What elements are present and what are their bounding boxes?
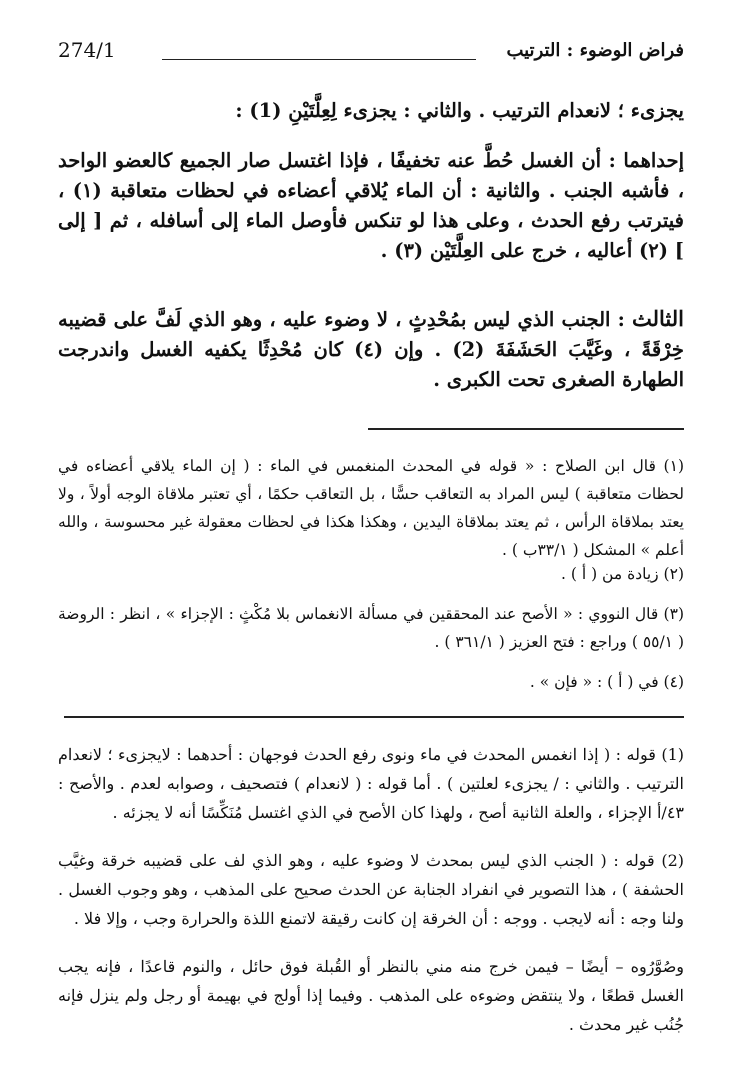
commentary-1-text: (1) قوله : ( إذا انغمس المحدث في ماء ونوى رفع الحدث فوجهان : أحدهما : لايجزىء ؛ لانعدام الترتيب . والثاني : / يجزىء لعلتين ) . أما قوله : ( لانعدام ) فتصحيف ، وصوابه لعدم . والأصح : ٤٣/أ الإجزاء ، والعلة الثانية أصح ، ولهذا كان الأصح في الذي اغتسل مُنَكِّسًا أنه لا يجزئه .	[58, 745, 684, 822]
main-paragraph-1	[58, 96, 684, 126]
footnote-separator	[368, 428, 684, 430]
footnote-1-text: (١) قال ابن الصلاح : « قوله في المحدث المنغمس في الماء : ( إن الماء يلاقي أعضاءه في لحظات متعاقبة ) ليس المراد به التعاقب حسًّا ، بل التعاقب حكمًا ، أي تعتبر ملاقاة الوجه أولاً ، ولا يعتد بملاقاة الرأس ، ثم يعتد بملاقاة اليدين ، وهكذا هكذا في لحظات معقولة غير محسوسة ، والله أعلم » المشكل ( ٣٣/١ب ) .	[58, 457, 684, 559]
commentary-2-text: (2) قوله : ( الجنب الذي ليس بمحدث لا وضوء عليه ، وهو الذي لف على قضيبه خرقة وغيَّب الحشفة ) ، هذا التصوير في انفراد الجنابة عن الحدث صحيح على المذهب ، وهو وجوب الغسل . ولنا وجه : أنه لايجب . ووجه : أن الخرقة إن كانت رقيقة لاتمنع اللذة والحرارة وجب ، وإلا فلا .	[58, 851, 685, 928]
main-paragraph-3	[58, 304, 684, 395]
commentary-1	[58, 740, 684, 827]
commentary-separator	[64, 716, 684, 718]
commentary-2	[58, 846, 684, 933]
footnote-2	[58, 560, 684, 588]
main-paragraph-2	[58, 146, 684, 266]
footnote-2-text: (٢) زيادة من ( أ ) .	[561, 565, 684, 583]
main-paragraph-3-lead: الثالث	[632, 306, 684, 331]
main-paragraph-2-text: إحداهما : أن الغسل حُطَّ عنه تخفيفًا ، فإذا اغتسل صار الجميع كالعضو الواحد ، فأشبه الجنب . والثانية : أن الماء يُلاقي أعضاءه في لحظات متعاقبة (١) ، فيترتب رفع الحدث ، وعلى هذا لو تنكس فأوصل الماء إلى أسافله ، ثم [ إلى ] (٢) أعاليه ، خرج على العِلَّتَيْن (٣) .	[58, 149, 684, 262]
footnote-1	[58, 452, 684, 564]
page-header	[58, 38, 684, 72]
footnote-4	[58, 668, 684, 696]
commentary-3-text: وصُوَّرُوه – أيضًا – فيمن خرج منه مني بالنظر أو القُبلة فوق حائل ، والنوم قاعدًا ، فإنه يجب الغسل قطعًا ، ولا ينتقض وضوءه على المذهب . وفيما إذا أولج في بهيمة أو رجل ولم ينزل فإنه جُنُب غير محدث .	[58, 957, 684, 1034]
header-rule	[162, 59, 476, 60]
footnote-4-text: (٤) في ( أ ) : « فإن » .	[529, 673, 684, 691]
footnote-3	[58, 600, 684, 656]
running-title: فراض الوضوء : الترتيب	[506, 40, 684, 61]
main-paragraph-3-text: : الجنب الذي ليس بمُحْدِثٍ ، لا وضوء عليه ، وهو الذي لَفَّ على قضيبه خِرْقَةً ، وغَيَّبَ الحَشَفَةَ (2) . وإن (٤) كان مُحْدِثًا يكفيه الغسل واندرجت الطهارة الصغرى تحت الكبرى .	[58, 308, 684, 391]
main-paragraph-1-text: يجزىء ؛ لانعدام الترتيب . والثاني : يجزىء لِعِلَّتَيْنِ (1) :	[235, 99, 684, 122]
page-number: 274/1	[58, 38, 116, 62]
commentary-3	[58, 952, 684, 1039]
footnote-3-text: (٣) قال النووي : « الأصح عند المحققين في مسألة الانغماس بلا مُكْثٍ : الإجزاء » ، انظر : الروضة ( ٥٥/١ ) وراجع : فتح العزيز ( ٣٦١/١ ) .	[58, 605, 684, 651]
